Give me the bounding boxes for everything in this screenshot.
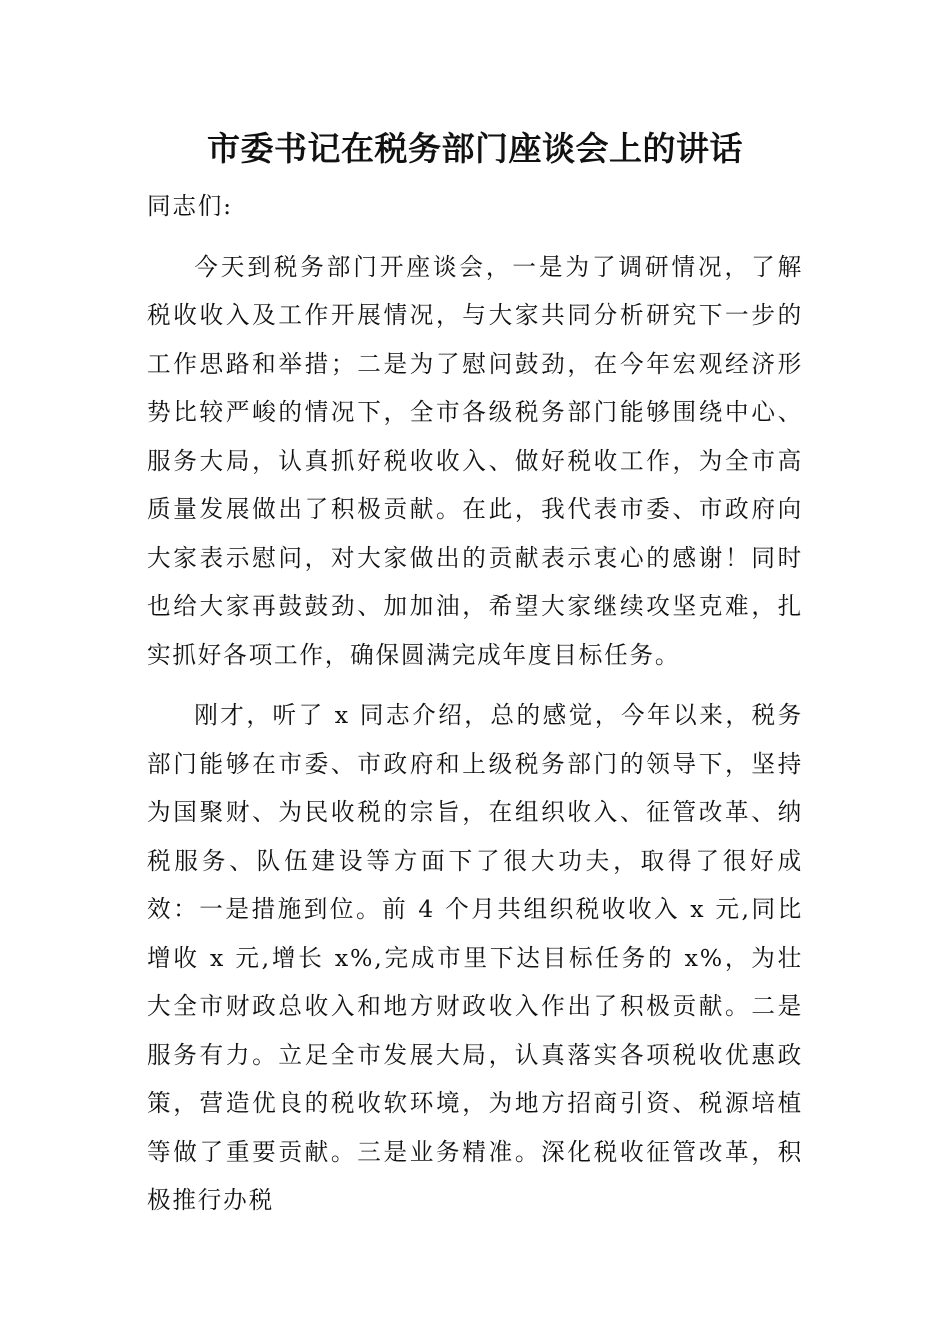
document-title: 市委书记在税务部门座谈会上的讲话 <box>207 129 743 168</box>
paragraph-2: 刚才，听了 x 同志介绍，总的感觉，今年以来，税务部门能够在市委、市政府和上级税务部门的领导下，坚持为国聚财、为民收税的宗旨，在组织收入、征管改革、纳税服务、队伍建设等方面下了很大功夫，取得了很好成效：一是措施到位。前 4 个月共组织税收收入 x 元,同比增收 x 元,增长 x%,完成市里下达目标任务的 x%，为壮大全市财政总收入和地方财政收入作出了积极贡献。二是服务有力。立足全市发展大局，认真落实各项税收优惠政策，营造优良的税收软环境，为地方招商引资、税源培植等做了重要贡献。三是业务精准。深化税收征管改革，积极推行办税 <box>147 701 803 1214</box>
salutation: 同志们: <box>147 192 233 220</box>
document-body <box>147 182 803 1237</box>
paragraph-1: 今天到税务部门开座谈会，一是为了调研情况，了解税收收入及工作开展情况，与大家共同分析研究下一步的工作思路和举措；二是为了慰问鼓劲，在今年宏观经济形势比较严峻的情况下，全市各级税务部门能够围绕中心、服务大局，认真抓好税收收入、做好税收工作，为全市高质量发展做出了积极贡献。在此，我代表市委、市政府向大家表示慰问，对大家做出的贡献表示衷心的感谢！同时也给大家再鼓鼓劲、加加油，希望大家继续攻坚克难，扎实抓好各项工作，确保圆满完成年度目标任务。 <box>147 252 803 669</box>
